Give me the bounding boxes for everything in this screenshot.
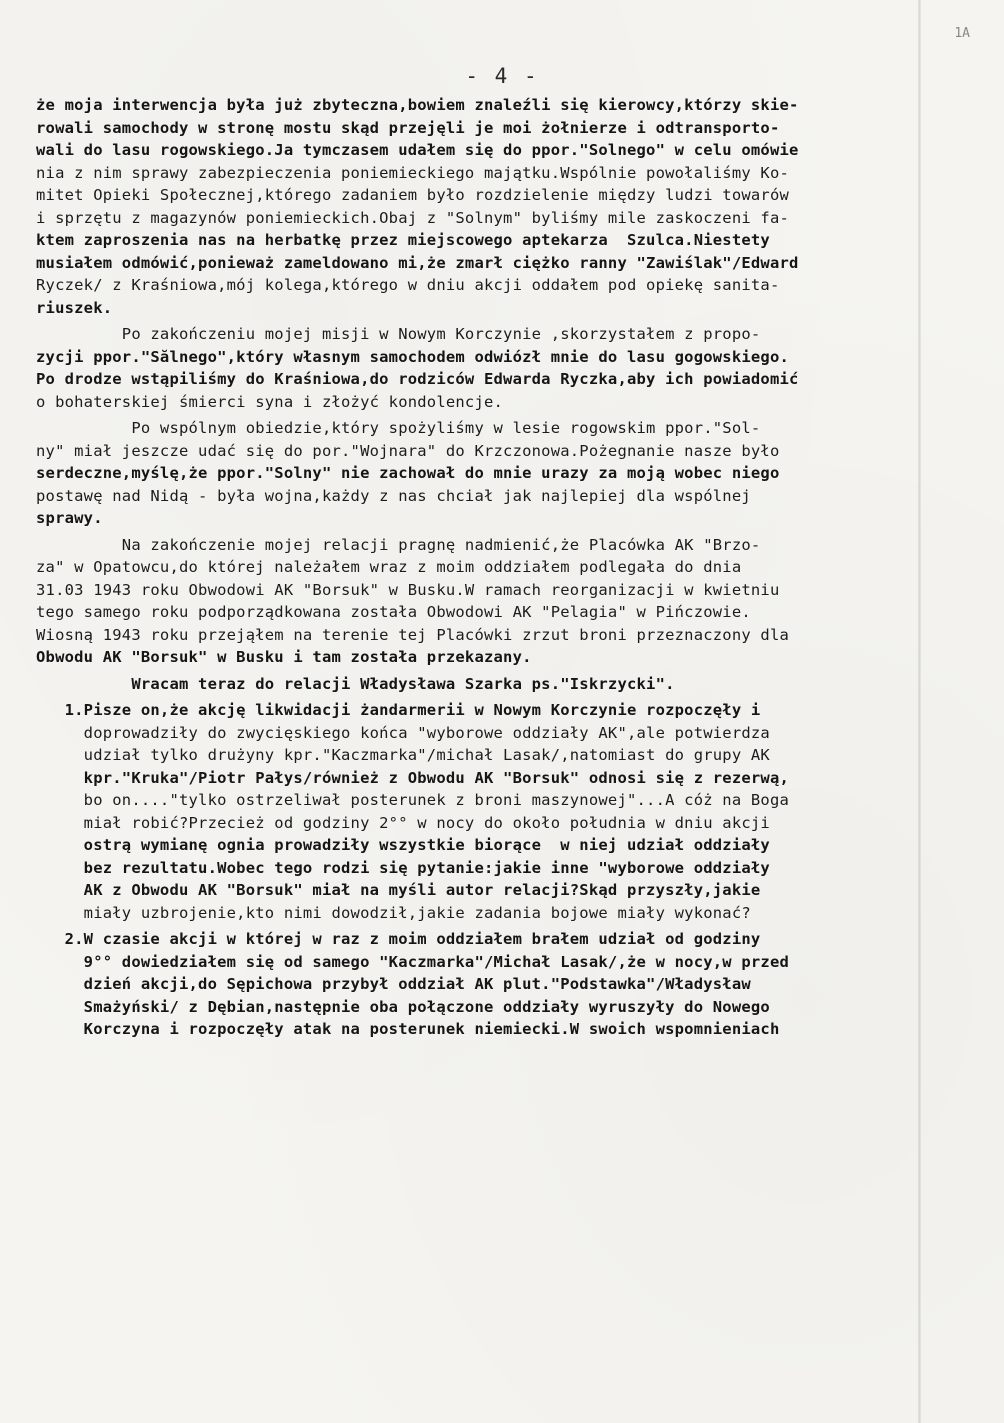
- text-line: 31.03 1943 roku Obwodowi AK "Borsuk" w Busku.W ramach reorganizacji w kwietniu: [36, 580, 780, 599]
- corner-mark: 1A: [954, 26, 970, 41]
- text-line: udział tylko drużyny kpr."Kaczmarka"/michał Lasak/,natomiast do grupy AK: [36, 746, 770, 764]
- text-line: AK z Obwodu AK "Borsuk" miał na myśli autor relacji?Skąd przyszły,jakie: [36, 881, 761, 899]
- text-line: wali do lasu rogowskiego.Ja tymczasem udałem się do ppor."Solnego" w celu omówie: [36, 141, 799, 159]
- text-line: sprawy.: [36, 509, 103, 527]
- text-line: musiałem odmówić,ponieważ zameldowano mi,że zmarł ciężko ranny "Zawiślak"/Edward: [36, 253, 799, 272]
- text-line: Na zakończenie mojej relacji pragnę nadmienić,że Placówka AK "Brzo-: [36, 535, 761, 554]
- document-body: [36, 94, 986, 1041]
- text-line: 1.Pisze on,że akcję likwidacji żandarmerii w Nowym Korczynie rozpoczęły i: [36, 701, 761, 719]
- text-line: że moja interwencja była już zbyteczna,bowiem znaleźli się kierowcy,którzy skie-: [36, 96, 799, 114]
- text-line: 9°° dowiedziałem się od samego "Kaczmarka"/Michał Lasak/,że w nocy,w przed: [36, 952, 790, 971]
- text-line: mitet Opieki Społecznej,którego zadaniem było rozdzielenie między ludzi towarów: [36, 186, 790, 204]
- text-line: doprowadziły do zwycięskiego końca "wyborowe oddziały AK",ale potwierdza: [36, 723, 770, 742]
- text-line: miały uzbrojenie,kto nimi dowodził,jakie zadania bojowe miały wykonać?: [36, 903, 751, 922]
- text-line: bez rezultatu.Wobec tego rodzi się pytanie:jakie inne "wyborowe oddziały: [36, 858, 770, 877]
- text-line: riuszek.: [36, 298, 113, 317]
- text-line: ktem zaproszenia nas na herbatkę przez miejscowego aptekarza Szulca.Niestety: [36, 231, 770, 249]
- text-line: Smażyński/ z Dębian,następnie oba połączone oddziały wyruszyły do Nowego: [36, 997, 770, 1016]
- text-line: Po drodze wstąpiliśmy do Kraśniowa,do rodziców Edwarda Ryczka,aby ich powiadomić: [36, 370, 799, 388]
- text-line: o bohaterskiej śmierci syna i złożyć kondolencje.: [36, 392, 504, 411]
- text-line: tego samego roku podporządkowana została Obwodowi AK "Pelagia" w Pińczowie.: [36, 603, 751, 621]
- text-line: Obwodu AK "Borsuk" w Busku i tam została przekazany.: [36, 648, 532, 666]
- text-line: kpr."Kruka"/Piotr Pałys/również z Obwodu AK "Borsuk" odnosi się z rezerwą,: [36, 768, 790, 787]
- text-line: serdeczne,myślę,że ppor."Solny" nie zachował do mnie urazy za moją wobec niego: [36, 464, 780, 482]
- text-line: nia z nim sprawy zabezpieczenia poniemieckiego majątku.Wspólnie powołaliśmy Ko-: [36, 163, 790, 182]
- text-line: bo on...."tylko ostrzeliwał posterunek z broni maszynowej"...A cóż na Boga: [36, 791, 790, 809]
- text-line: za" w Opatowcu,do której należałem wraz z moim oddziałem podlegała do dnia: [36, 558, 742, 576]
- text-line: zycji ppor."Sălnego",który własnym samochodem odwiózł mnie do lasu gogowskiego.: [36, 347, 790, 366]
- text-line: Po wspólnym obiedzie,który spożyliśmy w lesie rogowskim ppor."Sol-: [36, 419, 761, 437]
- text-line: Korczyna i rozpoczęły atak na posterunek niemiecki.W swoich wspomnieniach: [36, 1020, 780, 1038]
- text-line: Ryczek/ z Kraśniowa,mój kolega,którego w dniu akcji oddałem pod opiekę sanita-: [36, 276, 780, 294]
- text-line: Wracam teraz do relacji Władysława Szarka ps."Iskrzycki".: [36, 674, 675, 693]
- text-line: ny" miał jeszcze udać się do por."Wojnara" do Krzczonowa.Pożegnanie nasze było: [36, 441, 780, 460]
- text-line: i sprzętu z magazynów poniemieckich.Obaj z "Solnym" byliśmy mile zaskoczeni fa-: [36, 208, 790, 227]
- text-line: 2.W czasie akcji w której w raz z moim oddziałem brałem udział od godziny: [36, 930, 761, 948]
- text-line: Wiosną 1943 roku przejąłem na terenie tej Placówki zrzut broni przeznaczony dla: [36, 625, 790, 644]
- text-line: ostrą wymianę ognia prowadziły wszystkie biorące w niej udział oddziały: [36, 836, 770, 854]
- text-line: miał robić?Przecież od godziny 2°° w nocy do około południa w dniu akcji: [36, 813, 770, 832]
- text-line: rowali samochody w stronę mostu skąd przejęli je moi żołnierze i odtransporto-: [36, 118, 780, 137]
- text-line: Po zakończeniu mojej misji w Nowym Korczynie ,skorzystałem z propo-: [36, 325, 761, 343]
- text-line: dzień akcji,do Sępichowa przybył oddział AK plut."Podstawka"/Władysław: [36, 975, 751, 993]
- page-number: - 4 -: [465, 64, 539, 88]
- text-line: postawę nad Nidą - była wojna,każdy z nas chciał jak najlepiej dla wspólnej: [36, 486, 751, 505]
